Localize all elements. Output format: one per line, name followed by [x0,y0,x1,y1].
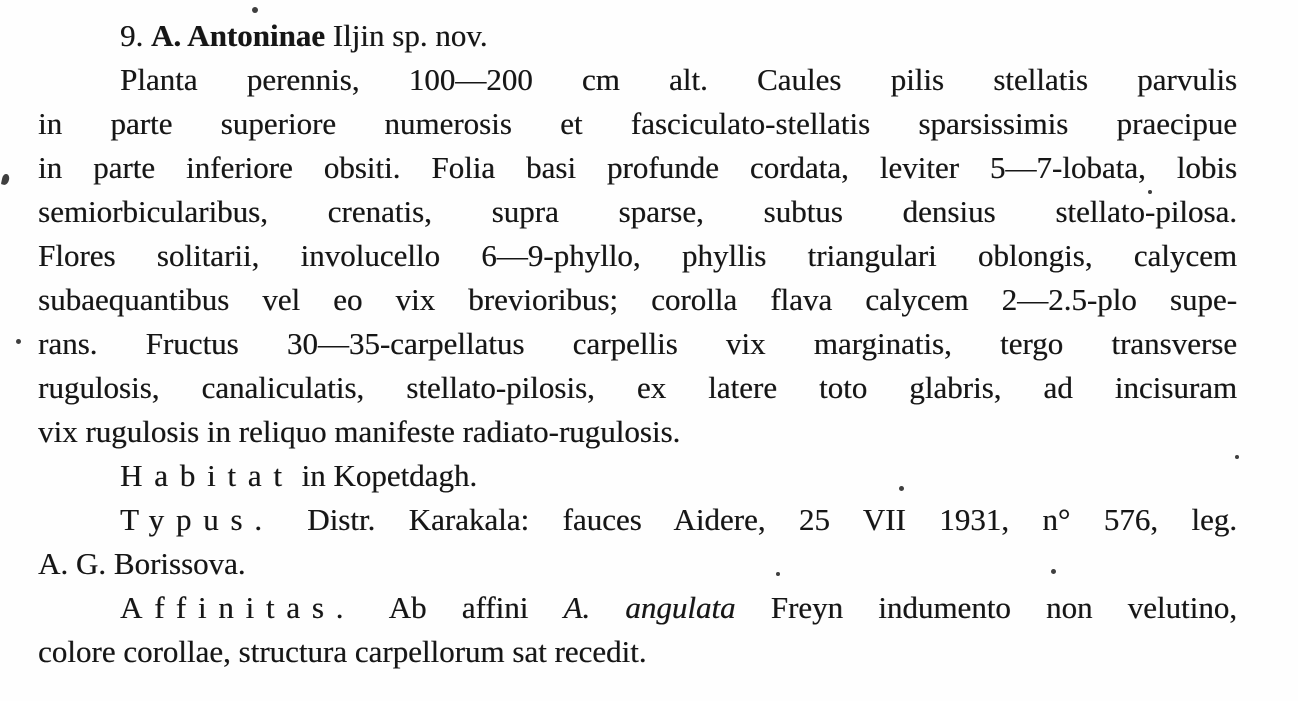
text-block [38,14,1237,674]
diagnosis-line-9-segment-0: vix rugulosis in reliquo manifeste radiato-rugulosis. [38,414,681,449]
habitat-line-segment-1: in Kopetdagh. [293,458,478,493]
diagnosis-line-7-segment-0: rans. Fructus 30—35-carpellatus carpellis vix marginatis, tergo transverse [38,326,1237,361]
diagnosis-line-3 [38,146,1237,190]
scan-speck-3 [1148,190,1152,194]
species-heading-segment-1: A. Antoninae [151,18,325,53]
affinitas-line-1 [38,586,1237,630]
diagnosis-line-4-segment-0: semiorbicularibus, crenatis, supra sparse, subtus densius stellato-pilosa. [38,194,1237,229]
scan-speck-2 [16,339,21,344]
scan-speck-7 [1051,569,1056,574]
diagnosis-line-1-segment-0: Planta perennis, 100—200 cm alt. Caules pilis stellatis parvulis [120,62,1237,97]
affinitas-line-1-segment-0: Affinitas. [120,590,356,625]
diagnosis-line-2 [38,102,1237,146]
diagnosis-line-7 [38,322,1237,366]
diagnosis-line-6-segment-0: subaequantibus vel eo vix brevioribus; corolla flava calycem 2—2.5-plo supe- [38,282,1237,317]
affinitas-line-1-segment-3: Freyn indumento non velutino, [735,590,1237,625]
affinitas-line-1-segment-2: A. angulata [563,590,736,625]
affinitas-line-1-segment-1: Ab affini [355,590,564,625]
scan-speck-5 [1235,455,1239,459]
diagnosis-line-5-segment-0: Flores solitarii, involucello 6—9-phyllo, phyllis triangulari oblongis, calycem [38,238,1237,273]
diagnosis-line-1 [38,58,1237,102]
species-heading [38,14,1237,58]
typus-line-2 [38,542,1237,586]
diagnosis-line-8-segment-0: rugulosis, canaliculatis, stellato-pilosis, ex latere toto glabris, ad incisuram [38,370,1237,405]
diagnosis-line-2-segment-0: in parte superiore numerosis et fasciculato-stellatis sparsissimis praecipue [38,106,1237,141]
typus-line-2-segment-0: A. G. Borissova. [38,546,246,581]
habitat-line [38,454,1237,498]
diagnosis-line-9 [38,410,1237,454]
typus-line-1 [38,498,1237,542]
habitat-line-segment-0: Habitat [120,458,294,493]
scan-speck-1 [1,173,10,185]
typus-line-1-segment-0: Typus. [120,502,274,537]
typus-line-1-segment-1: Distr. Karakala: fauces Aidere, 25 VII 1931, n° 576, leg. [273,502,1237,537]
affinitas-line-2 [38,630,1237,674]
diagnosis-line-8 [38,366,1237,410]
species-heading-segment-0: 9. [120,18,151,53]
scan-speck-0 [252,7,258,13]
diagnosis-line-5 [38,234,1237,278]
scan-speck-4 [899,486,904,491]
affinitas-line-2-segment-0: colore corollae, structura carpellorum sat recedit. [38,634,647,669]
diagnosis-line-3-segment-0: in parte inferiore obsiti. Folia basi profunde cordata, leviter 5—7-lobata, lobis [38,150,1237,185]
diagnosis-line-4 [38,190,1237,234]
diagnosis-line-6 [38,278,1237,322]
scan-speck-6 [776,572,780,576]
species-heading-segment-2: Iljin sp. nov. [324,18,488,53]
